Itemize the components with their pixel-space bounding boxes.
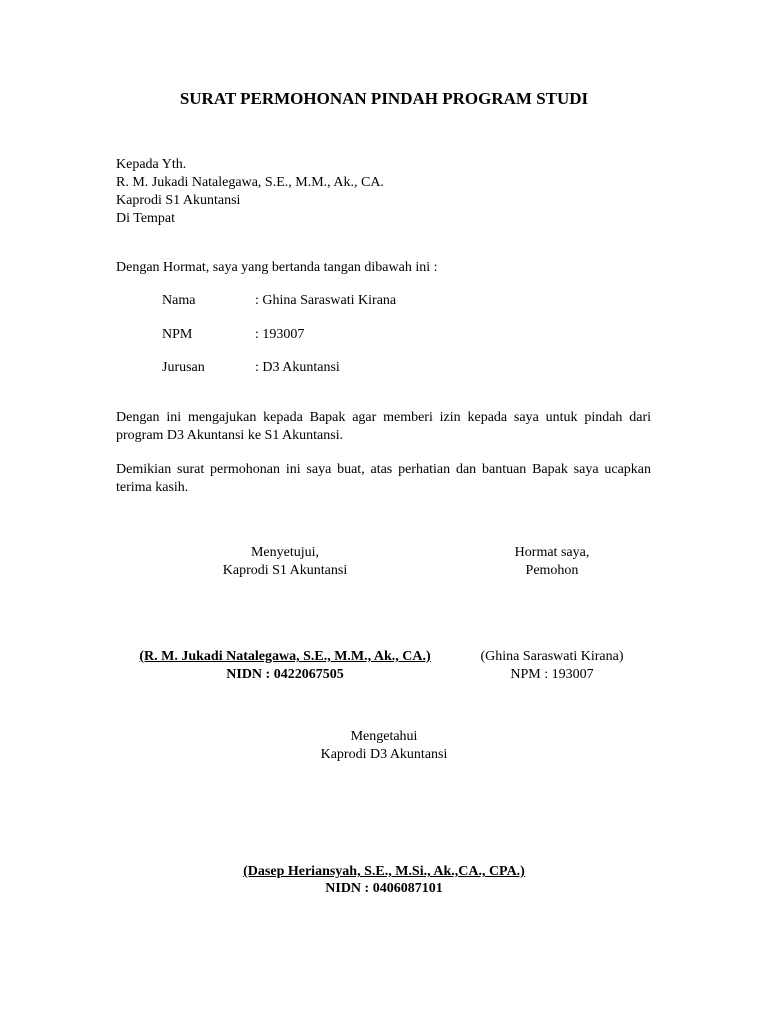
opening-line: Dengan Hormat, saya yang bertanda tangan dibawah ini : <box>116 260 438 275</box>
closing-paragraph: Demikian surat permohonan ini saya buat, atas perhatian dan bantuan Bapak saya ucapkan terima kasih. <box>116 462 651 495</box>
recipient-line-1: Kepada Yth. <box>116 157 187 172</box>
approver-nidn: NIDN : 0422067505 <box>226 667 344 682</box>
identity-label-jurusan: Jurusan <box>162 360 205 375</box>
acknowledger-name: (Dasep Heriansyah, S.E., M.Si., Ak.,CA., CPA.) <box>243 864 525 879</box>
acknowledger-position: Kaprodi D3 Akuntansi <box>320 747 448 762</box>
applicant-name: (Ghina Saraswati Kirana) <box>480 649 624 664</box>
identity-label-npm: NPM <box>162 327 193 342</box>
approver-label: Menyetujui, <box>250 545 320 560</box>
identity-value-name: : Ghina Saraswati Kirana <box>255 293 397 308</box>
request-paragraph: Dengan ini mengajukan kepada Bapak agar memberi izin kepada saya untuk pindah dari program D3 Akuntansi ke S1 Akuntansi. <box>116 410 651 443</box>
recipient-name: R. M. Jukadi Natalegawa, S.E., M.M., Ak., CA. <box>116 175 384 190</box>
identity-value-npm: : 193007 <box>255 327 305 342</box>
recipient-place: Di Tempat <box>116 211 176 226</box>
approver-position: Kaprodi S1 Akuntansi <box>222 563 348 578</box>
applicant-position: Pemohon <box>525 563 579 578</box>
identity-label-name: Nama <box>162 293 196 308</box>
applicant-label: Hormat saya, <box>514 545 590 560</box>
recipient-position: Kaprodi S1 Akuntansi <box>116 193 241 208</box>
identity-value-jurusan: : D3 Akuntansi <box>255 360 340 375</box>
acknowledger-nidn: NIDN : 0406087101 <box>325 881 443 896</box>
acknowledger-label: Mengetahui <box>350 729 418 744</box>
approver-name: (R. M. Jukadi Natalegawa, S.E., M.M., Ak., CA.) <box>139 649 431 664</box>
letter-title: SURAT PERMOHONAN PINDAH PROGRAM STUDI <box>179 89 589 108</box>
applicant-npm: NPM : 193007 <box>510 667 594 682</box>
